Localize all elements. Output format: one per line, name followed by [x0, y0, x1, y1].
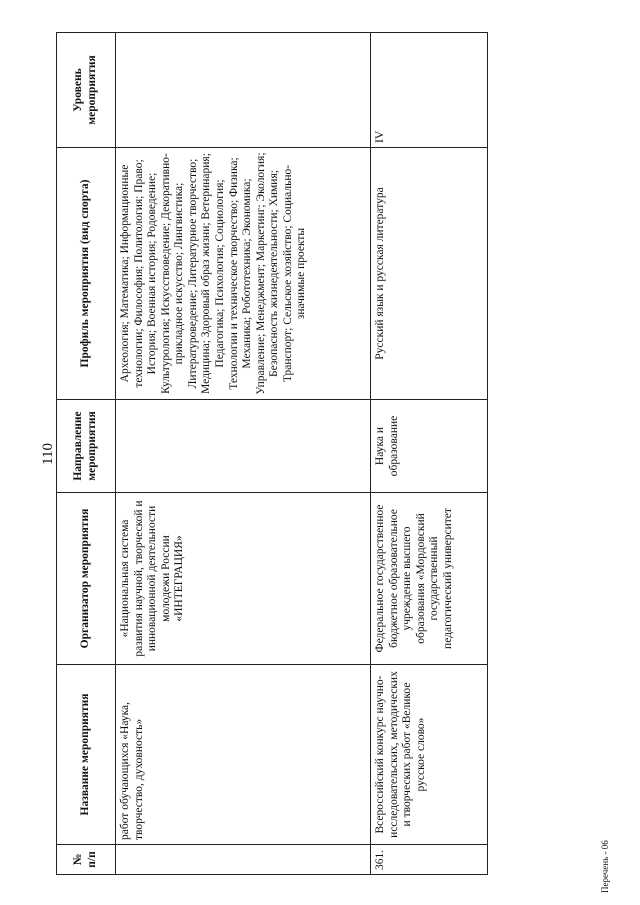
header-organizer: Организатор мероприятия: [57, 493, 116, 665]
header-level: Уровень мероприятия: [57, 33, 116, 148]
cell-level: [116, 33, 371, 148]
page-number: 110: [40, 443, 56, 465]
table-row: [116, 33, 371, 875]
header-profile: Профиль мероприятия (вид спорта): [57, 148, 116, 400]
header-direction: Направление мероприятия: [57, 400, 116, 493]
cell-organizer: Федеральное государственное бюджетное образовательное учреждение высшего образования «Мордовский государственный педагогический университет: [371, 493, 488, 665]
footer-text: Перечень - 06: [600, 840, 610, 893]
cell-direction: [116, 400, 371, 493]
cell-num: [116, 845, 371, 875]
cell-profile: Археология; Математика; Информационные технологии; Философия; Политология; Право; История; Военная история; Родоведение; Культурология; Искусствоведение; Декоративно-прикладное искусство; Лингвистика; Литературоведение; Литературное творчество; Медицина; Здоровый образ жизни; Ветеринария; Педагогика; Психология; Социология; Технологии и техническое творчество; Физика; Механика; Робототехника; Экономика; Управление; Менеджмент; Маркетинг; Экология; Безопасность жизнедеятельности; Химия; Транспорт; Сельское хозяйство; Социально-значимые проекты: [116, 148, 371, 400]
header-num: № п/п: [57, 845, 116, 875]
cell-profile: Русский язык и русская литература: [371, 148, 488, 400]
table-row: [371, 33, 488, 875]
cell-name: работ обучающихся «Наука, творчество, духовность»: [116, 665, 371, 845]
cell-direction: Наука и образование: [371, 400, 488, 493]
cell-name: Всероссийский конкурс научно-исследовательских, методических и творческих работ «Великое русское слово»: [371, 665, 488, 845]
cell-organizer: «Национальная система развития научной, творческой и инновационной деятельности молодежи России «ИНТЕГРАЦИЯ»: [116, 493, 371, 665]
cell-level: IV: [371, 33, 488, 148]
header-name: Название мероприятия: [57, 665, 116, 845]
cell-num: 361.: [371, 845, 488, 875]
table-header-row: [57, 33, 116, 875]
events-table: [56, 32, 488, 875]
